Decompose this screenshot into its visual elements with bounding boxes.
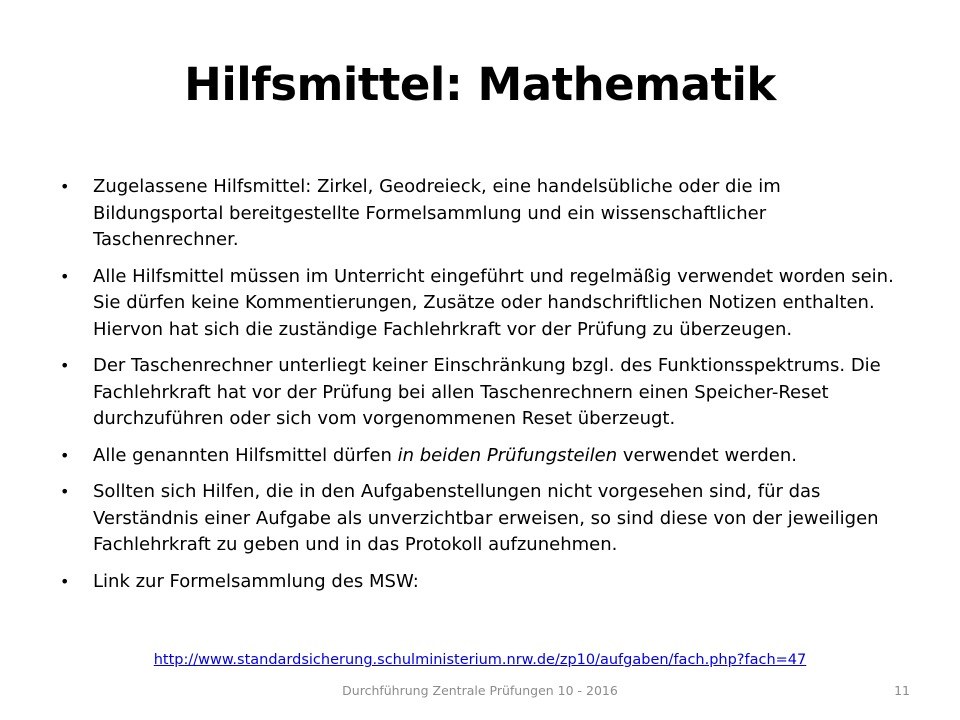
bullet-text: Der Taschenrechner unterliegt keiner Einschränkung bzgl. des Funktionsspektrums. Die Fachlehrkraft hat vor der Prüfung bei allen Taschenrechnern einen Speicher-Reset durchzuführen oder sich vom vorgenommenen Reset überzeugt.	[93, 355, 881, 429]
page-number: 11	[894, 683, 910, 698]
bullet-text-italic: in beiden Prüfungsteilen	[397, 444, 618, 466]
bullet-icon: •	[60, 177, 70, 196]
slide-title: Hilfsmittel: Mathematik	[184, 58, 776, 111]
bullet-text: Alle Hilfsmittel müssen im Unterricht eingeführt und regelmäßig verwendet worden sein. Sie dürfen keine Kommentierungen, Zusätze oder handschriftlichen Notizen enthalten. Hiervon hat sich die zuständige Fachlehrkraft vor der Prüfung zu überzeugen.	[93, 265, 894, 340]
bullet-icon: •	[60, 482, 70, 501]
bullet-item	[60, 569, 908, 596]
bullet-item	[60, 174, 908, 254]
bullet-text: Link zur Formelsammlung des MSW:	[93, 570, 419, 592]
bullet-icon: •	[60, 571, 70, 591]
formelsammlung-link[interactable]: http://www.standardsicherung.schulministerium.nrw.de/zp10/aufgaben/fach.php?fach=47	[153, 652, 807, 668]
bullet-text-before: Alle genannten Hilfsmittel dürfen	[93, 444, 398, 466]
bullet-icon: •	[60, 356, 70, 375]
bullet-item	[60, 353, 908, 433]
bullet-item	[60, 443, 908, 470]
bullet-text: Zugelassene Hilfsmittel: Zirkel, Geodreieck, eine handelsübliche oder die im Bildungsportal bereitgestellte Formelsammlung und ein wissenschaftlicher Taschenrechner.	[93, 176, 781, 250]
bullet-text-after: verwendet werden.	[617, 444, 797, 466]
bullet-text: Sollten sich Hilfen, die in den Aufgabenstellungen nicht vorgesehen sind, für das Verständnis einer Aufgabe als unverzichtbar erweisen, so sind diese von der jeweiligen Fachlehrkraft zu geben und in das Protokoll aufzunehmen.	[93, 481, 879, 555]
bullet-item	[60, 264, 908, 344]
bullet-list	[60, 174, 908, 605]
bullet-item	[60, 479, 908, 559]
bullet-icon: •	[60, 266, 70, 286]
slide-footer: Durchführung Zentrale Prüfungen 10 - 2016	[342, 683, 618, 698]
bullet-icon: •	[60, 445, 70, 465]
